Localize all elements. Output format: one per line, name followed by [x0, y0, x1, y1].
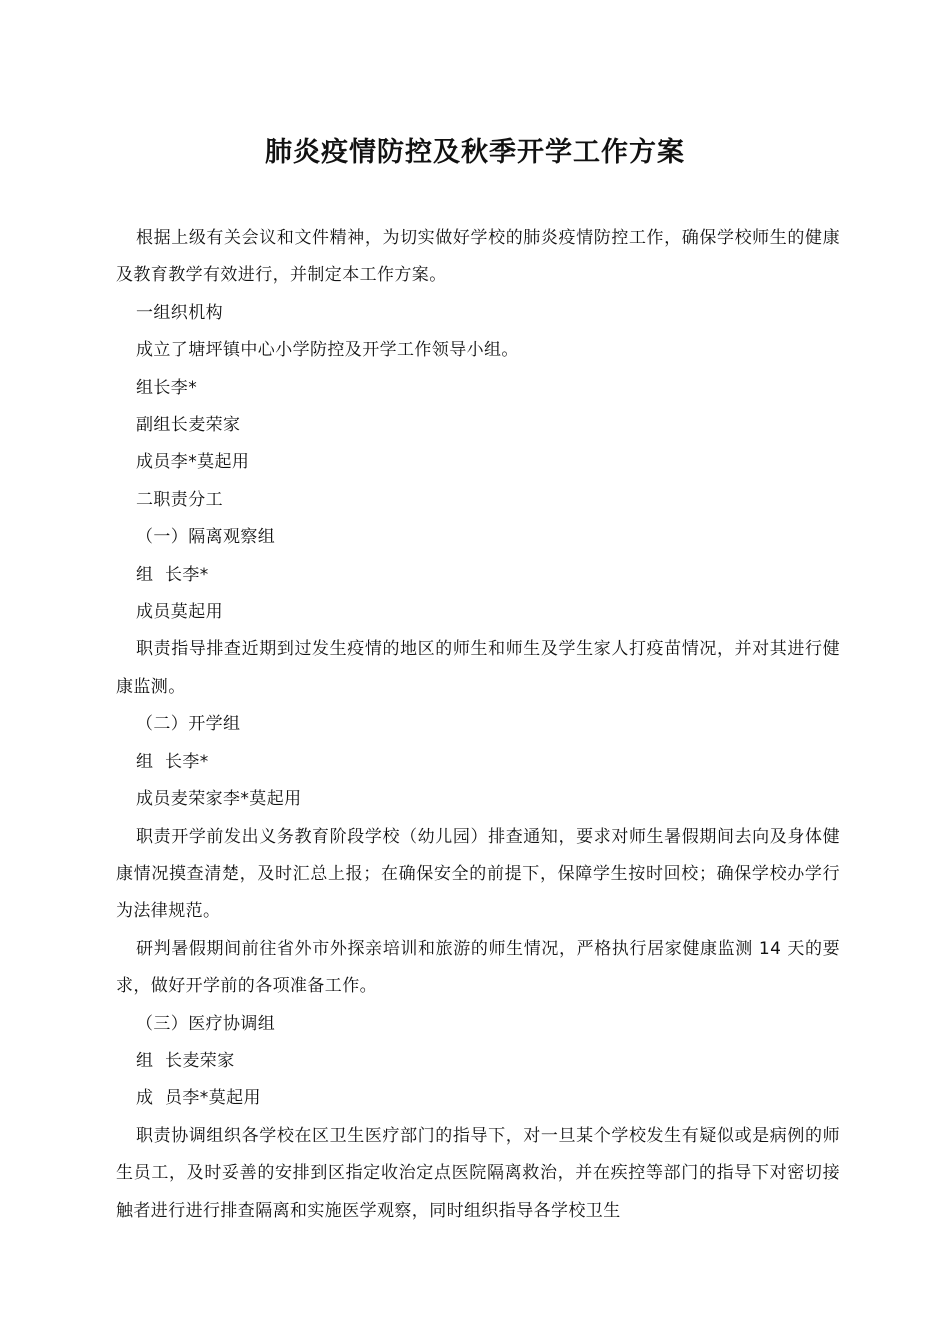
paragraph: 成立了塘坪镇中心小学防控及开学工作领导小组。	[136, 340, 519, 361]
section-heading-duties: 二职责分工	[136, 489, 223, 510]
list-line-group-leader: 组 长李*	[136, 564, 209, 585]
list-line-group-leader: 组 长李*	[136, 751, 209, 772]
duty-paragraph: 职责开学前发出义务教育阶段学校（幼儿园）排查通知，要求对师生暑假期间去向及身体健康情况摸查清楚，及时汇总上报；在确保安全的前提下，保障学生按时回校；确保学校办学行为法律规范。	[116, 826, 840, 922]
subsection-heading-medical: （三）医疗协调组	[136, 1013, 276, 1034]
list-line-deputy-leader: 副组长麦荣家	[136, 415, 241, 436]
subsection-heading-isolation: （一）隔离观察组	[136, 527, 276, 548]
paragraph: 研判暑假期间前往省外市外探亲培训和旅游的师生情况，严格执行居家健康监测 14 天的要求，做好开学前的各项准备工作。	[116, 938, 840, 997]
list-line-members: 成员李*莫起用	[136, 452, 250, 473]
list-line-members: 成员麦荣家李*莫起用	[136, 789, 302, 810]
duty-paragraph: 职责指导排查近期到过发生疫情的地区的师生和师生及学生家人打疫苗情况，并对其进行健康监测。	[116, 639, 840, 697]
list-line-group-leader: 组长李*	[136, 377, 198, 398]
intro-paragraph: 根据上级有关会议和文件精神，为切实做好学校的肺炎疫情防控工作，确保学校师生的健康及教育教学有效进行，并制定本工作方案。	[116, 228, 840, 286]
list-line-group-leader: 组 长麦荣家	[136, 1050, 235, 1071]
duty-paragraph: 职责协调组织各学校在区卫生医疗部门的指导下，对一旦某个学校发生有疑似或是病例的师生员工，及时妥善的安排到区指定收治定点医院隔离救治，并在疾控等部门的指导下对密切接触者进行进行排查隔离和实施医学观察，同时组织指导各学校卫生	[116, 1125, 840, 1221]
document-body	[116, 220, 840, 1230]
list-line-members: 成员莫起用	[136, 602, 223, 623]
subsection-heading-opening: （二）开学组	[136, 714, 241, 735]
document-title: 肺炎疫情防控及秋季开学工作方案	[265, 137, 685, 168]
list-line-members: 成 员李*莫起用	[136, 1088, 261, 1109]
section-heading-organization: 一组织机构	[136, 302, 223, 323]
